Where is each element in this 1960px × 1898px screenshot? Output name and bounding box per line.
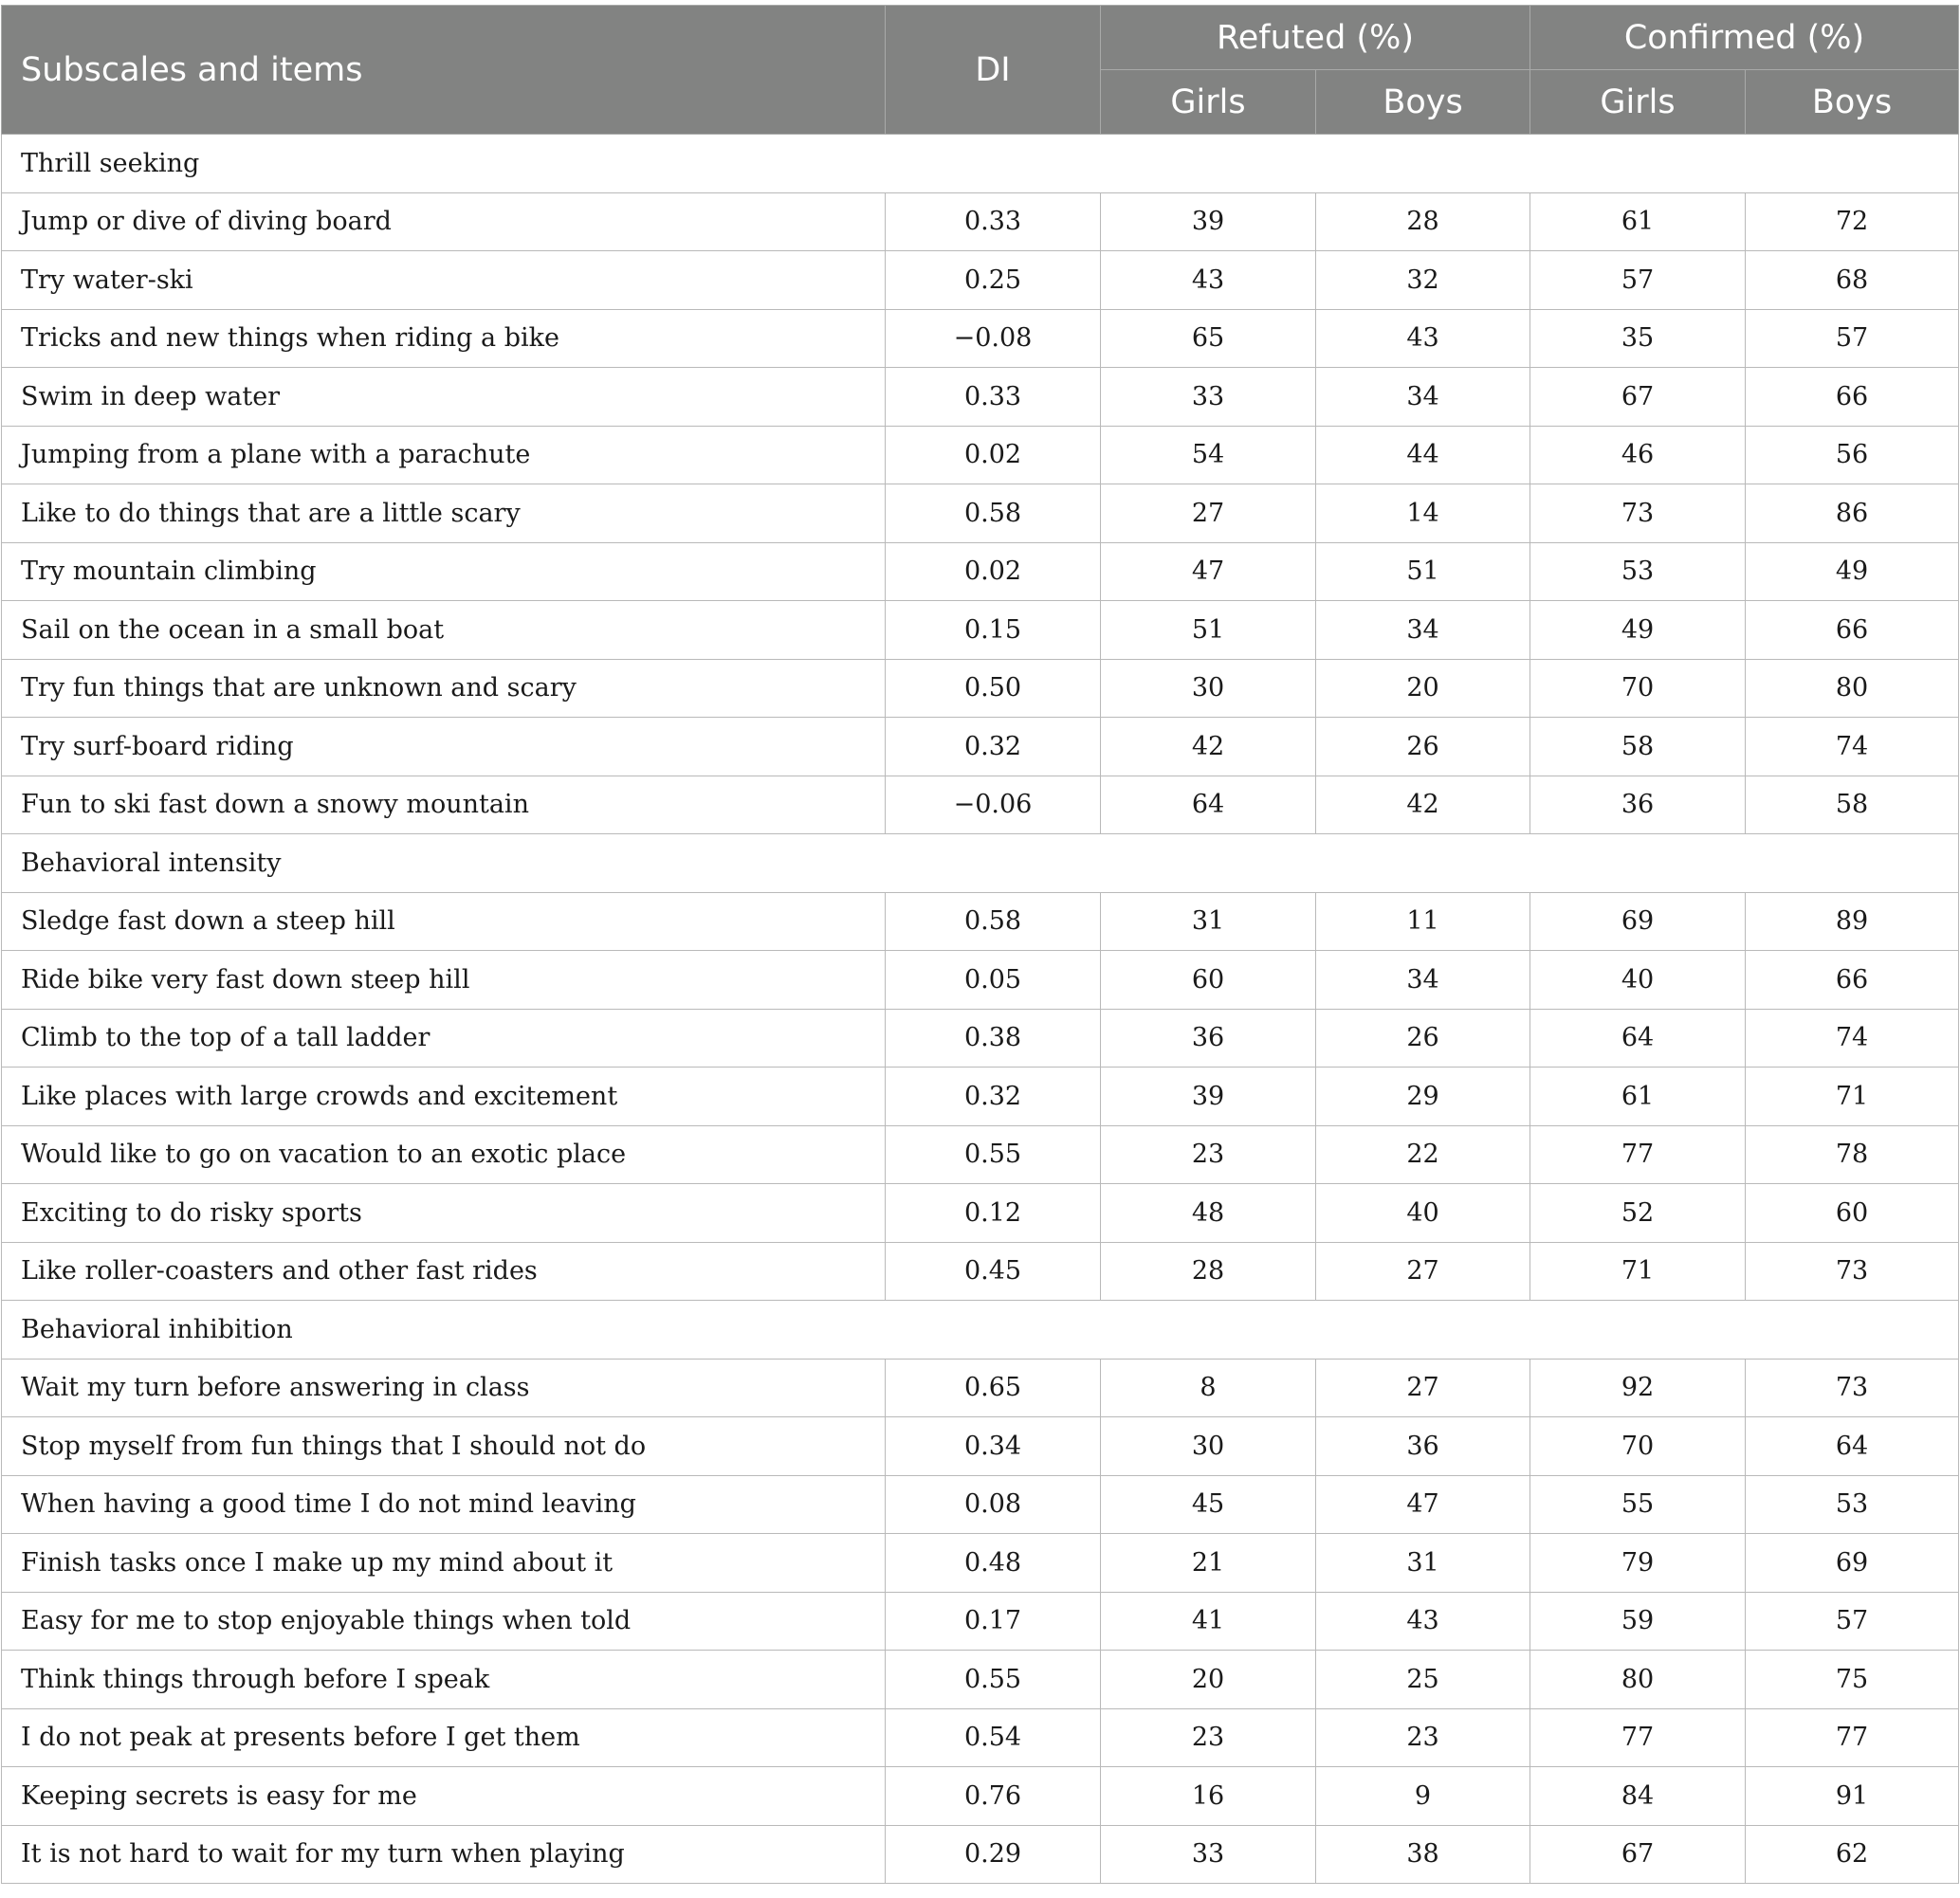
refuted-girls-value: 64 bbox=[1101, 776, 1316, 834]
item-label: Would like to go on vacation to an exotic place bbox=[2, 1125, 886, 1184]
di-value: 0.34 bbox=[886, 1417, 1101, 1476]
refuted-boys-value: 11 bbox=[1316, 892, 1530, 951]
refuted-boys-value: 22 bbox=[1316, 1125, 1530, 1184]
header-subscales-items: Subscales and items bbox=[2, 6, 886, 135]
di-value: 0.76 bbox=[886, 1767, 1101, 1826]
confirmed-boys-value: 73 bbox=[1746, 1359, 1959, 1417]
confirmed-boys-value: 66 bbox=[1746, 951, 1959, 1010]
confirmed-girls-value: 70 bbox=[1530, 1417, 1746, 1476]
confirmed-girls-value: 79 bbox=[1530, 1534, 1746, 1593]
item-label: Climb to the top of a tall ladder bbox=[2, 1009, 886, 1068]
refuted-boys-value: 14 bbox=[1316, 484, 1530, 543]
item-label: I do not peak at presents before I get them bbox=[2, 1708, 886, 1767]
confirmed-girls-value: 61 bbox=[1530, 192, 1746, 251]
item-label: Try fun things that are unknown and scary bbox=[2, 659, 886, 718]
di-value: 0.50 bbox=[886, 659, 1101, 718]
table-row bbox=[2, 192, 1959, 251]
confirmed-girls-value: 57 bbox=[1530, 251, 1746, 310]
refuted-boys-value: 9 bbox=[1316, 1767, 1530, 1826]
confirmed-boys-value: 77 bbox=[1746, 1708, 1959, 1767]
refuted-girls-value: 23 bbox=[1101, 1125, 1316, 1184]
refuted-girls-value: 8 bbox=[1101, 1359, 1316, 1417]
confirmed-girls-value: 55 bbox=[1530, 1475, 1746, 1534]
refuted-boys-value: 28 bbox=[1316, 192, 1530, 251]
refuted-boys-value: 26 bbox=[1316, 1009, 1530, 1068]
confirmed-boys-value: 57 bbox=[1746, 309, 1959, 368]
refuted-girls-value: 36 bbox=[1101, 1009, 1316, 1068]
refuted-boys-value: 31 bbox=[1316, 1534, 1530, 1593]
confirmed-boys-value: 62 bbox=[1746, 1825, 1959, 1884]
confirmed-girls-value: 61 bbox=[1530, 1068, 1746, 1126]
refuted-boys-value: 29 bbox=[1316, 1068, 1530, 1126]
item-label: When having a good time I do not mind leaving bbox=[2, 1475, 886, 1534]
item-label: Try water-ski bbox=[2, 251, 886, 310]
confirmed-boys-value: 78 bbox=[1746, 1125, 1959, 1184]
section-title: Behavioral intensity bbox=[2, 834, 1959, 893]
confirmed-boys-value: 75 bbox=[1746, 1651, 1959, 1709]
table-row bbox=[2, 1534, 1959, 1593]
header-confirmed-group: Confirmed (%) bbox=[1530, 6, 1959, 70]
table-row bbox=[2, 1242, 1959, 1301]
item-label: Exciting to do risky sports bbox=[2, 1184, 886, 1243]
di-value: 0.32 bbox=[886, 1068, 1101, 1126]
refuted-boys-value: 51 bbox=[1316, 542, 1530, 601]
di-value: 0.38 bbox=[886, 1009, 1101, 1068]
refuted-girls-value: 20 bbox=[1101, 1651, 1316, 1709]
confirmed-girls-value: 64 bbox=[1530, 1009, 1746, 1068]
table-row bbox=[2, 309, 1959, 368]
table-row bbox=[2, 1417, 1959, 1476]
refuted-girls-value: 31 bbox=[1101, 892, 1316, 951]
table-row bbox=[2, 776, 1959, 834]
table-row bbox=[2, 1184, 1959, 1243]
section-row bbox=[2, 834, 1959, 893]
refuted-boys-value: 20 bbox=[1316, 659, 1530, 718]
refuted-girls-value: 28 bbox=[1101, 1242, 1316, 1301]
confirmed-girls-value: 71 bbox=[1530, 1242, 1746, 1301]
refuted-boys-value: 27 bbox=[1316, 1359, 1530, 1417]
refuted-boys-value: 34 bbox=[1316, 951, 1530, 1010]
refuted-girls-value: 16 bbox=[1101, 1767, 1316, 1826]
confirmed-girls-value: 84 bbox=[1530, 1767, 1746, 1826]
confirmed-girls-value: 67 bbox=[1530, 368, 1746, 427]
confirmed-girls-value: 73 bbox=[1530, 484, 1746, 543]
item-label: Like to do things that are a little scary bbox=[2, 484, 886, 543]
item-label: Like places with large crowds and excitement bbox=[2, 1068, 886, 1126]
di-value: 0.55 bbox=[886, 1125, 1101, 1184]
table-row bbox=[2, 1359, 1959, 1417]
refuted-girls-value: 47 bbox=[1101, 542, 1316, 601]
refuted-girls-value: 30 bbox=[1101, 659, 1316, 718]
table-row bbox=[2, 251, 1959, 310]
confirmed-girls-value: 92 bbox=[1530, 1359, 1746, 1417]
di-value: 0.45 bbox=[886, 1242, 1101, 1301]
confirmed-girls-value: 52 bbox=[1530, 1184, 1746, 1243]
header-confirmed-girls: Girls bbox=[1530, 70, 1746, 135]
refuted-girls-value: 54 bbox=[1101, 426, 1316, 484]
header-refuted-boys: Boys bbox=[1316, 70, 1530, 135]
item-label: Wait my turn before answering in class bbox=[2, 1359, 886, 1417]
di-value: 0.54 bbox=[886, 1708, 1101, 1767]
refuted-boys-value: 27 bbox=[1316, 1242, 1530, 1301]
header-di: DI bbox=[886, 6, 1101, 135]
di-value: 0.33 bbox=[886, 192, 1101, 251]
refuted-girls-value: 41 bbox=[1101, 1592, 1316, 1651]
confirmed-boys-value: 73 bbox=[1746, 1242, 1959, 1301]
item-label: Sledge fast down a steep hill bbox=[2, 892, 886, 951]
table-row bbox=[2, 718, 1959, 776]
table-row bbox=[2, 1767, 1959, 1826]
confirmed-boys-value: 74 bbox=[1746, 718, 1959, 776]
confirmed-girls-value: 77 bbox=[1530, 1708, 1746, 1767]
refuted-boys-value: 23 bbox=[1316, 1708, 1530, 1767]
di-value: 0.15 bbox=[886, 601, 1101, 660]
item-label: Jump or dive of diving board bbox=[2, 192, 886, 251]
section-title: Behavioral inhibition bbox=[2, 1301, 1959, 1360]
header-refuted-girls: Girls bbox=[1101, 70, 1316, 135]
confirmed-boys-value: 89 bbox=[1746, 892, 1959, 951]
di-value: 0.29 bbox=[886, 1825, 1101, 1884]
di-value: 0.65 bbox=[886, 1359, 1101, 1417]
item-label: Try mountain climbing bbox=[2, 542, 886, 601]
table-row bbox=[2, 1825, 1959, 1884]
item-label: Ride bike very fast down steep hill bbox=[2, 951, 886, 1010]
confirmed-boys-value: 49 bbox=[1746, 542, 1959, 601]
item-label: It is not hard to wait for my turn when playing bbox=[2, 1825, 886, 1884]
table-row bbox=[2, 1125, 1959, 1184]
refuted-girls-value: 60 bbox=[1101, 951, 1316, 1010]
item-label: Sail on the ocean in a small boat bbox=[2, 601, 886, 660]
header-confirmed-boys: Boys bbox=[1746, 70, 1959, 135]
di-value: 0.48 bbox=[886, 1534, 1101, 1593]
confirmed-boys-value: 64 bbox=[1746, 1417, 1959, 1476]
table-row bbox=[2, 1592, 1959, 1651]
item-label: Swim in deep water bbox=[2, 368, 886, 427]
di-value: 0.02 bbox=[886, 542, 1101, 601]
di-value: −0.08 bbox=[886, 309, 1101, 368]
confirmed-girls-value: 35 bbox=[1530, 309, 1746, 368]
header-refuted-group: Refuted (%) bbox=[1101, 6, 1530, 70]
refuted-girls-value: 27 bbox=[1101, 484, 1316, 543]
table-header bbox=[2, 6, 1959, 135]
confirmed-girls-value: 58 bbox=[1530, 718, 1746, 776]
refuted-girls-value: 43 bbox=[1101, 251, 1316, 310]
refuted-girls-value: 51 bbox=[1101, 601, 1316, 660]
refuted-boys-value: 26 bbox=[1316, 718, 1530, 776]
confirmed-girls-value: 59 bbox=[1530, 1592, 1746, 1651]
di-value: 0.05 bbox=[886, 951, 1101, 1010]
di-value: 0.12 bbox=[886, 1184, 1101, 1243]
table-row bbox=[2, 659, 1959, 718]
confirmed-girls-value: 70 bbox=[1530, 659, 1746, 718]
confirmed-boys-value: 58 bbox=[1746, 776, 1959, 834]
di-value: 0.25 bbox=[886, 251, 1101, 310]
results-table bbox=[1, 5, 1959, 1884]
confirmed-girls-value: 36 bbox=[1530, 776, 1746, 834]
confirmed-boys-value: 66 bbox=[1746, 601, 1959, 660]
confirmed-girls-value: 69 bbox=[1530, 892, 1746, 951]
refuted-girls-value: 48 bbox=[1101, 1184, 1316, 1243]
di-value: 0.17 bbox=[886, 1592, 1101, 1651]
table-row bbox=[2, 484, 1959, 543]
refuted-boys-value: 38 bbox=[1316, 1825, 1530, 1884]
refuted-girls-value: 39 bbox=[1101, 192, 1316, 251]
confirmed-boys-value: 56 bbox=[1746, 426, 1959, 484]
refuted-boys-value: 36 bbox=[1316, 1417, 1530, 1476]
confirmed-boys-value: 53 bbox=[1746, 1475, 1959, 1534]
confirmed-boys-value: 69 bbox=[1746, 1534, 1959, 1593]
confirmed-girls-value: 53 bbox=[1530, 542, 1746, 601]
di-value: 0.55 bbox=[886, 1651, 1101, 1709]
refuted-boys-value: 34 bbox=[1316, 368, 1530, 427]
refuted-boys-value: 25 bbox=[1316, 1651, 1530, 1709]
refuted-boys-value: 40 bbox=[1316, 1184, 1530, 1243]
refuted-girls-value: 45 bbox=[1101, 1475, 1316, 1534]
confirmed-boys-value: 68 bbox=[1746, 251, 1959, 310]
table-row bbox=[2, 892, 1959, 951]
confirmed-boys-value: 91 bbox=[1746, 1767, 1959, 1826]
confirmed-boys-value: 60 bbox=[1746, 1184, 1959, 1243]
confirmed-girls-value: 40 bbox=[1530, 951, 1746, 1010]
table-body bbox=[2, 135, 1959, 1884]
confirmed-girls-value: 49 bbox=[1530, 601, 1746, 660]
refuted-girls-value: 21 bbox=[1101, 1534, 1316, 1593]
refuted-girls-value: 30 bbox=[1101, 1417, 1316, 1476]
di-value: 0.33 bbox=[886, 368, 1101, 427]
refuted-boys-value: 43 bbox=[1316, 1592, 1530, 1651]
item-label: Think things through before I speak bbox=[2, 1651, 886, 1709]
confirmed-boys-value: 74 bbox=[1746, 1009, 1959, 1068]
refuted-girls-value: 65 bbox=[1101, 309, 1316, 368]
confirmed-boys-value: 80 bbox=[1746, 659, 1959, 718]
item-label: Tricks and new things when riding a bike bbox=[2, 309, 886, 368]
refuted-boys-value: 34 bbox=[1316, 601, 1530, 660]
table-row bbox=[2, 601, 1959, 660]
confirmed-girls-value: 46 bbox=[1530, 426, 1746, 484]
refuted-girls-value: 33 bbox=[1101, 1825, 1316, 1884]
item-label: Fun to ski fast down a snowy mountain bbox=[2, 776, 886, 834]
table-row bbox=[2, 951, 1959, 1010]
di-value: 0.58 bbox=[886, 484, 1101, 543]
confirmed-boys-value: 66 bbox=[1746, 368, 1959, 427]
table-row bbox=[2, 1475, 1959, 1534]
item-label: Easy for me to stop enjoyable things when told bbox=[2, 1592, 886, 1651]
item-label: Like roller-coasters and other fast rides bbox=[2, 1242, 886, 1301]
item-label: Stop myself from fun things that I should not do bbox=[2, 1417, 886, 1476]
di-value: 0.02 bbox=[886, 426, 1101, 484]
refuted-girls-value: 39 bbox=[1101, 1068, 1316, 1126]
refuted-girls-value: 33 bbox=[1101, 368, 1316, 427]
confirmed-boys-value: 86 bbox=[1746, 484, 1959, 543]
refuted-boys-value: 42 bbox=[1316, 776, 1530, 834]
confirmed-boys-value: 71 bbox=[1746, 1068, 1959, 1126]
refuted-girls-value: 42 bbox=[1101, 718, 1316, 776]
item-label: Try surf-board riding bbox=[2, 718, 886, 776]
table-row bbox=[2, 1068, 1959, 1126]
refuted-boys-value: 47 bbox=[1316, 1475, 1530, 1534]
confirmed-girls-value: 77 bbox=[1530, 1125, 1746, 1184]
section-title: Thrill seeking bbox=[2, 135, 1959, 193]
di-value: 0.58 bbox=[886, 892, 1101, 951]
table-row bbox=[2, 368, 1959, 427]
item-label: Keeping secrets is easy for me bbox=[2, 1767, 886, 1826]
confirmed-girls-value: 67 bbox=[1530, 1825, 1746, 1884]
confirmed-girls-value: 80 bbox=[1530, 1651, 1746, 1709]
section-row bbox=[2, 135, 1959, 193]
table-row bbox=[2, 542, 1959, 601]
refuted-girls-value: 23 bbox=[1101, 1708, 1316, 1767]
refuted-boys-value: 44 bbox=[1316, 426, 1530, 484]
table-row bbox=[2, 1009, 1959, 1068]
confirmed-boys-value: 72 bbox=[1746, 192, 1959, 251]
item-label: Finish tasks once I make up my mind about it bbox=[2, 1534, 886, 1593]
di-value: 0.08 bbox=[886, 1475, 1101, 1534]
table-row bbox=[2, 426, 1959, 484]
item-label: Jumping from a plane with a parachute bbox=[2, 426, 886, 484]
di-value: −0.06 bbox=[886, 776, 1101, 834]
table-row bbox=[2, 1708, 1959, 1767]
table-row bbox=[2, 1651, 1959, 1709]
di-value: 0.32 bbox=[886, 718, 1101, 776]
refuted-boys-value: 32 bbox=[1316, 251, 1530, 310]
confirmed-boys-value: 57 bbox=[1746, 1592, 1959, 1651]
section-row bbox=[2, 1301, 1959, 1360]
refuted-boys-value: 43 bbox=[1316, 309, 1530, 368]
